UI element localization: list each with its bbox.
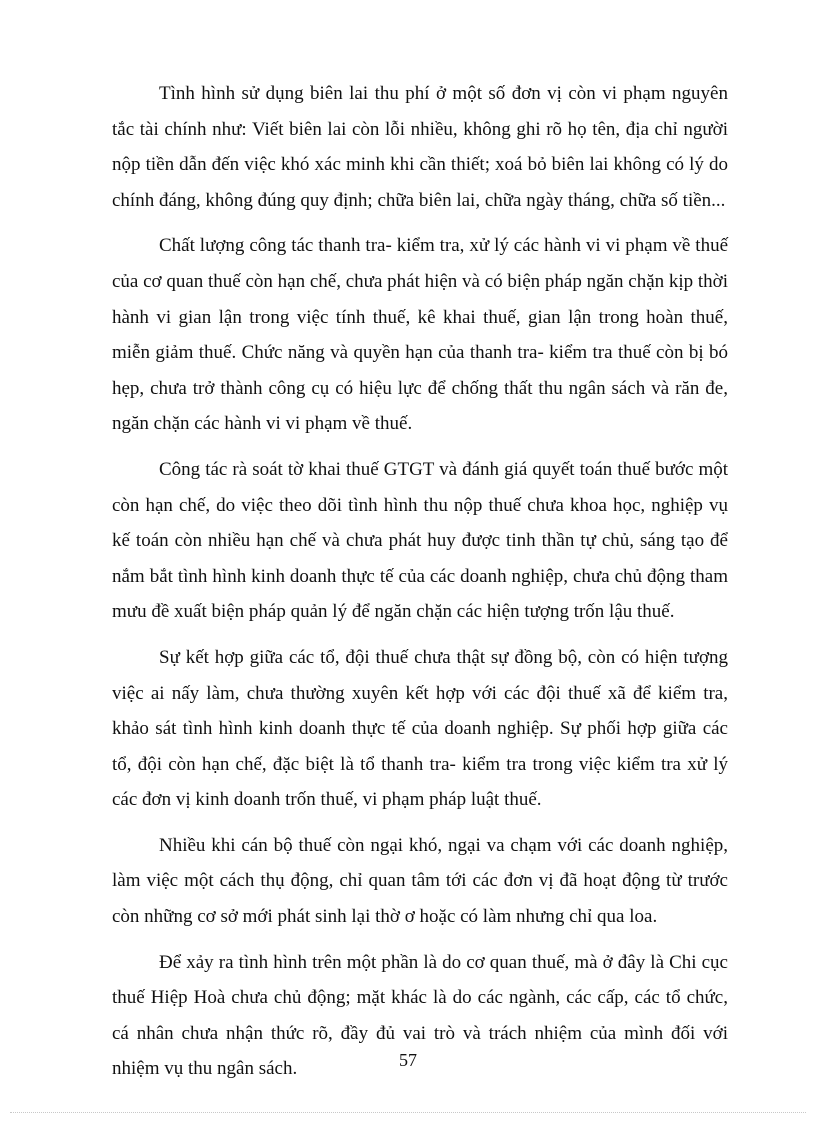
paragraph-causes: Để xảy ra tình hình trên một phần là do cơ quan thuế, mà ở đây là Chi cục thuế Hiệp Hoà chưa chủ động; mặt khác là do các ngành, các cấp, các tổ chức, cá nhân chưa nhận thức rõ, đầy đủ vai trò và trách nhiệm của mình đối với nhiệm vụ thu ngân sách. bbox=[112, 951, 728, 1080]
paragraph-staff-attitude: Nhiều khi cán bộ thuế còn ngại khó, ngại va chạm với các doanh nghiệp, làm việc một cách thụ động, chỉ quan tâm tới các đơn vị đã hoạt động từ trước còn những cơ sở mới phát sinh lại thờ ơ hoặc có làm nhưng chỉ qua loa. bbox=[112, 834, 728, 928]
page-bottom-divider bbox=[10, 1112, 806, 1113]
paragraph-inspection-quality: Chất lượng công tác thanh tra- kiểm tra, xử lý các hành vi vi phạm về thuế của cơ quan thuế còn hạn chế, chưa phát hiện và có biện pháp ngăn chặn kịp thời hành vi gian lận trong việc tính thuế, kê khai thuế, gian lận trong hoàn thuế, miễn giảm thuế. Chức năng và quyền hạn của thanh tra- kiểm tra thuế còn bị bó hẹp, chưa trở thành công cụ có hiệu lực để chống thất thu ngân sách và răn đe, ngăn chặn các hành vi vi phạm về thuế. bbox=[112, 235, 729, 435]
page-number: 57 bbox=[399, 1050, 417, 1070]
paragraph-team-coordination: Sự kết hợp giữa các tổ, đội thuế chưa thật sự đồng bộ, còn có hiện tượng việc ai nấy làm, chưa thường xuyên kết hợp với các đội thuế xã để kiểm tra, khảo sát tình hình kinh doanh thực tế của doanh nghiệp. Sự phối hợp giữa các tổ, đội còn hạn chế, đặc biệt là tổ thanh tra- kiểm tra trong việc kiểm tra xử lý các đơn vị kinh doanh trốn thuế, vi phạm pháp luật thuế. bbox=[112, 646, 728, 811]
paragraph-vat-review: Công tác rà soát tờ khai thuế GTGT và đánh giá quyết toán thuế bước một còn hạn chế, do việc theo dõi tình hình thu nộp thuế chưa khoa học, nghiệp vụ kế toán còn nhiều hạn chế và chưa phát huy được tinh thần tự chủ, sáng tạo để nắm bắt tình hình kinh doanh thực tế của các doanh nghiệp, chưa chủ động tham mưu đề xuất biện pháp quản lý để ngăn chặn các hiện tượng trốn lậu thuế. bbox=[112, 458, 728, 623]
paragraph-receipt-usage: Tình hình sử dụng biên lai thu phí ở một số đơn vị còn vi phạm nguyên tắc tài chính như: Viết biên lai còn lỗi nhiều, không ghi rõ họ tên, địa chỉ người nộp tiền dẫn đến việc khó xác minh khi cần thiết; xoá bỏ biên lai không có lý do chính đáng, không đúng quy định; chữa biên lai, chữa ngày tháng, chữa số tiền... bbox=[112, 83, 728, 211]
